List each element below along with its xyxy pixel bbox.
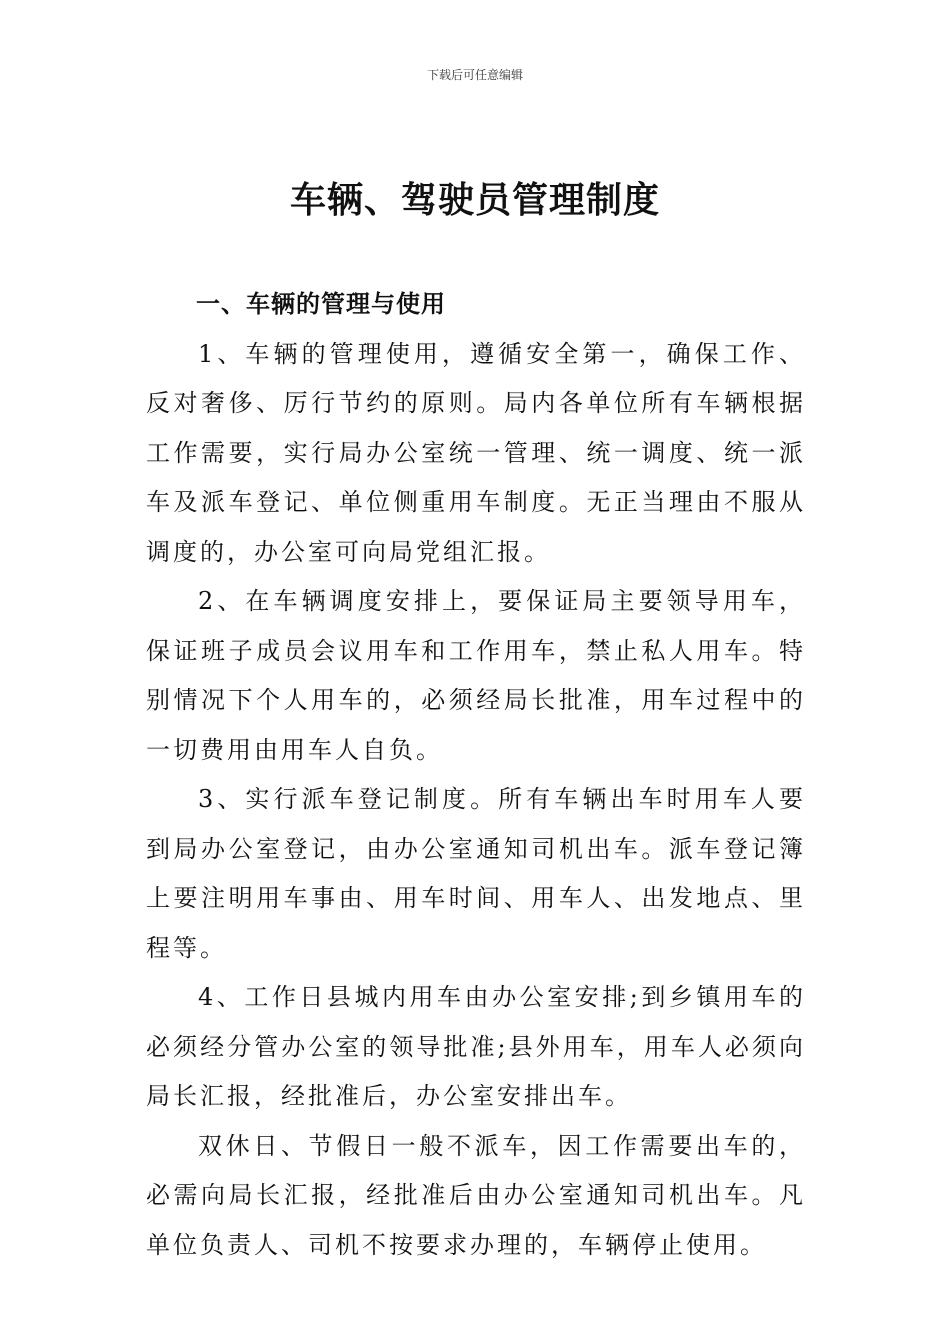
paragraph-3: 3、实行派车登记制度。所有车辆出车时用车人要到局办公室登记，由办公室通知司机出车。派车登记簿上要注明用车事由、用车时间、用车人、出发地点、里程等。 — [146, 785, 806, 962]
document-body — [146, 280, 806, 1270]
section-heading: 一、车辆的管理与使用 — [196, 290, 446, 318]
paragraph-1: 1、车辆的管理使用，遵循安全第一，确保工作、反对奢侈、厉行节约的原则。局内各单位所有车辆根据工作需要，实行局办公室统一管理、统一调度、统一派车及派车登记、单位侧重用车制度。无正当理由不服从调度的，办公室可向局党组汇报。 — [146, 339, 806, 566]
paragraph-5: 双休日、节假日一般不派车，因工作需要出车的，必需向局长汇报，经批准后由办公室通知司机出车。凡单位负责人、司机不按要求办理的，车辆停止使用。 — [146, 1131, 806, 1259]
document-title: 车辆、驾驶员管理制度 — [289, 179, 660, 221]
paragraph-4: 4、工作日县城内用车由办公室安排;到乡镇用车的必须经分管办公室的领导批准;县外用车，用车人必须向局长汇报，经批准后，办公室安排出车。 — [146, 983, 806, 1110]
header-note: 下载后可任意编辑 — [426, 68, 523, 82]
paragraph-2: 2、在车辆调度安排上，要保证局主要领导用车，保证班子成员会议用车和工作用车，禁止私人用车。特别情况下个人用车的，必须经局长批准，用车过程中的一切费用由用车人自负。 — [146, 587, 806, 764]
